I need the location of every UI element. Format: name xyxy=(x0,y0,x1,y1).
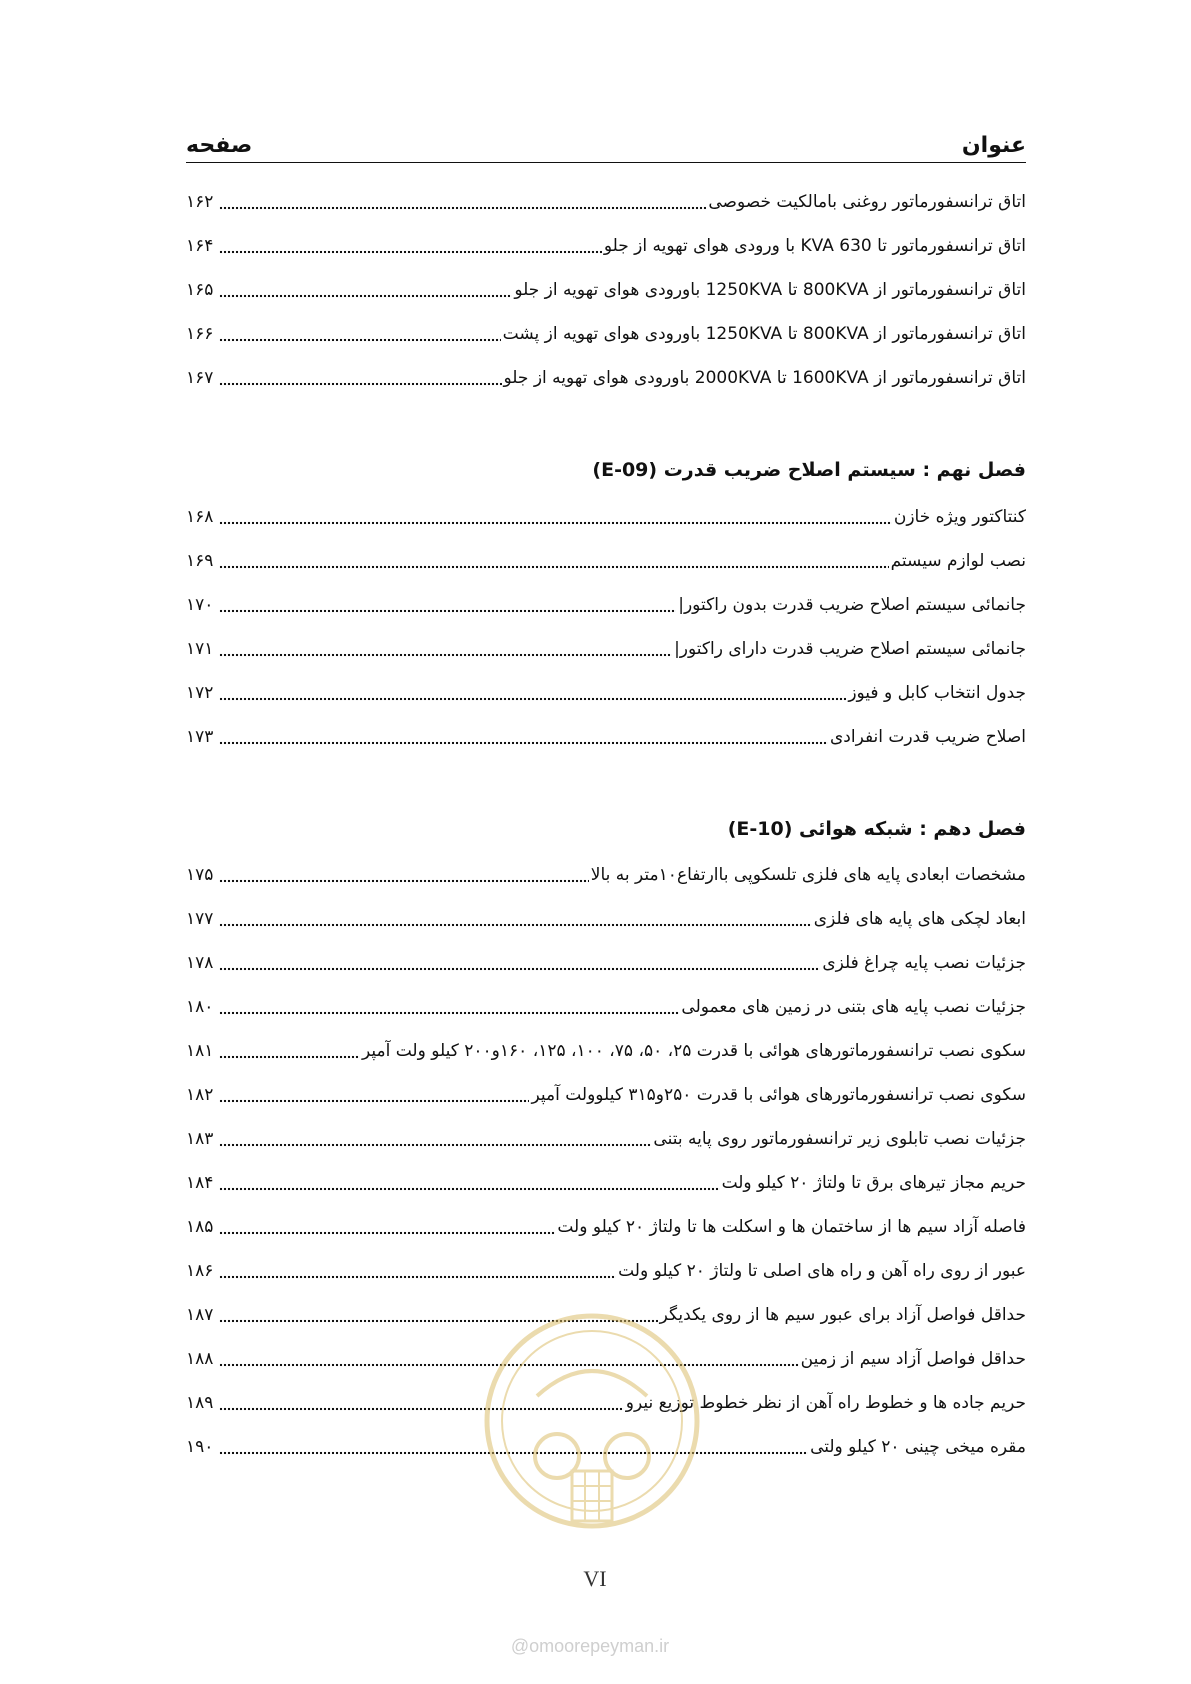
leader-dots xyxy=(219,293,512,299)
toc-entry-title: اصلاح ضریب قدرت انفرادی xyxy=(829,727,1026,747)
toc-entry[interactable] xyxy=(186,1078,1026,1112)
toc-entry-title: فاصله آزاد سیم ها از ساختمان ها و اسکلت ها تا ولتاژ ۲۰ کیلو ولت xyxy=(557,1217,1026,1237)
toc-entry-title: سکوی نصب ترانسفورماتورهای هوائی با قدرت ۲۵، ۵۰، ۷۵، ۱۰۰، ۱۲۵، ۱۶۰و۲۰۰ کیلو ولت آمپر xyxy=(362,1041,1026,1061)
toc-header xyxy=(186,124,1026,163)
toc-entry-title: جزئیات نصب تابلوی زیر ترانسفورماتور روی پایه بتنی xyxy=(653,1129,1026,1149)
toc-entry-title: سکوی نصب ترانسفورماتورهای هوائی با قدرت ۲۵۰و۳۱۵ کیلوولت آمپر xyxy=(531,1085,1026,1105)
leader-dots xyxy=(219,696,846,702)
leader-dots xyxy=(219,740,828,746)
toc-entry[interactable] xyxy=(186,185,1026,219)
toc-entry-title: جدول انتخاب کابل و فیوز xyxy=(848,683,1026,703)
leader-dots xyxy=(219,878,588,884)
toc-entry-page: ۱۶۴ xyxy=(186,236,214,256)
leader-dots xyxy=(219,608,676,614)
toc-entry[interactable] xyxy=(186,720,1026,754)
toc-entry[interactable] xyxy=(186,1166,1026,1200)
toc-entry-title: حداقل فواصل آزاد سیم از زمین xyxy=(800,1349,1026,1369)
leader-dots xyxy=(219,652,672,658)
toc-entry-title: اتاق ترانسفورماتور از 800KVA تا 1250KVA باورودی هوای تهویه از جلو xyxy=(514,280,1026,300)
toc-entry-page: ۱۶۶ xyxy=(186,324,214,344)
toc-entry-title: ابعاد لچکی های پایه های فلزی xyxy=(813,909,1026,929)
toc-entry-page: ۱۶۵ xyxy=(186,280,214,300)
toc-entry-title: عبور از روی راه آهن و راه های اصلی تا ولتاژ ۲۰ کیلو ولت xyxy=(618,1261,1026,1281)
toc-entry-page: ۱۶۲ xyxy=(186,192,214,212)
toc-entry-page: ۱۶۸ xyxy=(186,507,214,527)
toc-entry[interactable] xyxy=(186,1034,1026,1068)
toc-entry-page: ۱۸۴ xyxy=(186,1173,214,1193)
toc-entry-page: ۱۶۹ xyxy=(186,551,214,571)
toc-entry[interactable] xyxy=(186,361,1026,395)
leader-dots xyxy=(219,1098,529,1104)
toc-entry-title: جانمائی سیستم اصلاح ضریب قدرت بدون راکتور| xyxy=(678,595,1026,615)
toc-entry-page: ۱۸۲ xyxy=(186,1085,214,1105)
toc-entry-page: ۱۷۸ xyxy=(186,953,214,973)
toc-entry[interactable] xyxy=(186,273,1026,307)
page-number: VI xyxy=(583,1566,607,1591)
toc-entry[interactable] xyxy=(186,990,1026,1024)
toc-entry[interactable] xyxy=(186,1254,1026,1288)
toc-entry-title: اتاق ترانسفورماتور از 1600KVA تا 2000KVA باورودی هوای تهویه از جلو xyxy=(503,368,1026,388)
toc-entry-title: اتاق ترانسفورماتور تا 630 KVA با ورودی هوای تهویه از جلو xyxy=(603,236,1026,256)
toc-entry-title: اتاق ترانسفورماتور روغنی بامالکیت خصوصی xyxy=(708,192,1026,212)
leader-dots xyxy=(219,205,706,211)
toc-entry-page: ۱۷۱ xyxy=(186,639,214,659)
chapter-10-heading: فصل دهم : شبکه هوائی (E-10) xyxy=(727,818,1026,840)
toc-entry[interactable] xyxy=(186,1122,1026,1156)
chapter-9-heading: فصل نهم : سیستم اصلاح ضریب قدرت (E-09) xyxy=(592,459,1026,481)
leader-dots xyxy=(219,1274,616,1280)
toc-entry-title: جزئیات نصب پایه های بتنی در زمین های معمولی xyxy=(681,997,1026,1017)
leader-dots xyxy=(219,966,820,972)
toc-entry-page: ۱۷۲ xyxy=(186,683,214,703)
toc-entry-title: اتاق ترانسفورماتور از 800KVA تا 1250KVA باورودی هوای تهویه از پشت xyxy=(502,324,1026,344)
toc-entry-page: ۱۸۷ xyxy=(186,1305,214,1325)
leader-dots xyxy=(219,520,891,526)
toc-entry[interactable] xyxy=(186,317,1026,351)
leader-dots xyxy=(219,1186,719,1192)
toc-entry-page: ۱۹۰ xyxy=(186,1437,214,1457)
toc-entry-title: جزئیات نصب پایه چراغ فلزی xyxy=(822,953,1026,973)
leader-dots xyxy=(219,381,501,387)
leader-dots xyxy=(219,1230,555,1236)
toc-entry[interactable] xyxy=(186,588,1026,622)
toc-entry-page: ۱۷۰ xyxy=(186,595,214,615)
title-column-label: عنوان xyxy=(961,133,1026,158)
toc-entry-page: ۱۸۸ xyxy=(186,1349,214,1369)
toc-entry[interactable] xyxy=(186,229,1026,263)
publisher-seal-stamp-icon xyxy=(477,1306,707,1536)
toc-entry-page: ۱۷۵ xyxy=(186,865,214,885)
toc-entry[interactable] xyxy=(186,676,1026,710)
toc-entry-page: ۱۸۳ xyxy=(186,1129,214,1149)
leader-dots xyxy=(219,1010,679,1016)
leader-dots xyxy=(219,249,601,255)
toc-entry[interactable] xyxy=(186,902,1026,936)
toc-entry[interactable] xyxy=(186,858,1026,892)
toc-entry-title: مقره میخی چینی ۲۰ کیلو ولتی xyxy=(810,1437,1026,1457)
toc-entry[interactable] xyxy=(186,500,1026,534)
toc-entry-title: جانمائی سیستم اصلاح ضریب قدرت دارای راکتور| xyxy=(674,639,1026,659)
leader-dots xyxy=(219,1054,360,1060)
toc-entry[interactable] xyxy=(186,1210,1026,1244)
toc-entry-page: ۱۸۶ xyxy=(186,1261,214,1281)
toc-entry-title: کنتاکتور ویژه خازن xyxy=(893,507,1026,527)
toc-entry-page: ۱۷۷ xyxy=(186,909,214,929)
toc-entry-page: ۱۸۹ xyxy=(186,1393,214,1413)
toc-entry[interactable] xyxy=(186,544,1026,578)
toc-entry-title: مشخصات ابعادی پایه های فلزی تلسکوپی باارتفاع۱۰متر به بالا xyxy=(590,865,1026,885)
leader-dots xyxy=(219,564,888,570)
toc-entry-title: حداقل فواصل آزاد برای عبور سیم ها از روی یکدیگر xyxy=(659,1305,1026,1325)
toc-entry-title: نصب لوازم سیستم xyxy=(890,551,1026,571)
site-watermark: @omoorepeyman.ir xyxy=(510,1636,670,1656)
toc-entry-page: ۱۶۷ xyxy=(186,368,214,388)
toc-entry-title: حریم مجاز تیرهای برق تا ولتاژ ۲۰ کیلو ولت xyxy=(721,1173,1026,1193)
leader-dots xyxy=(219,922,811,928)
toc-entry[interactable] xyxy=(186,946,1026,980)
toc-entry-title: حریم جاده ها و خطوط راه آهن از نظر خطوط توزیع نیرو xyxy=(625,1393,1026,1413)
leader-dots xyxy=(219,337,500,343)
toc-entry-page: ۱۸۰ xyxy=(186,997,214,1017)
toc-entry[interactable] xyxy=(186,632,1026,666)
page-column-label: صفحه xyxy=(186,133,253,158)
toc-entry-page: ۱۷۳ xyxy=(186,727,214,747)
leader-dots xyxy=(219,1142,651,1148)
toc-entry-page: ۱۸۵ xyxy=(186,1217,214,1237)
toc-entry-page: ۱۸۱ xyxy=(186,1041,214,1061)
